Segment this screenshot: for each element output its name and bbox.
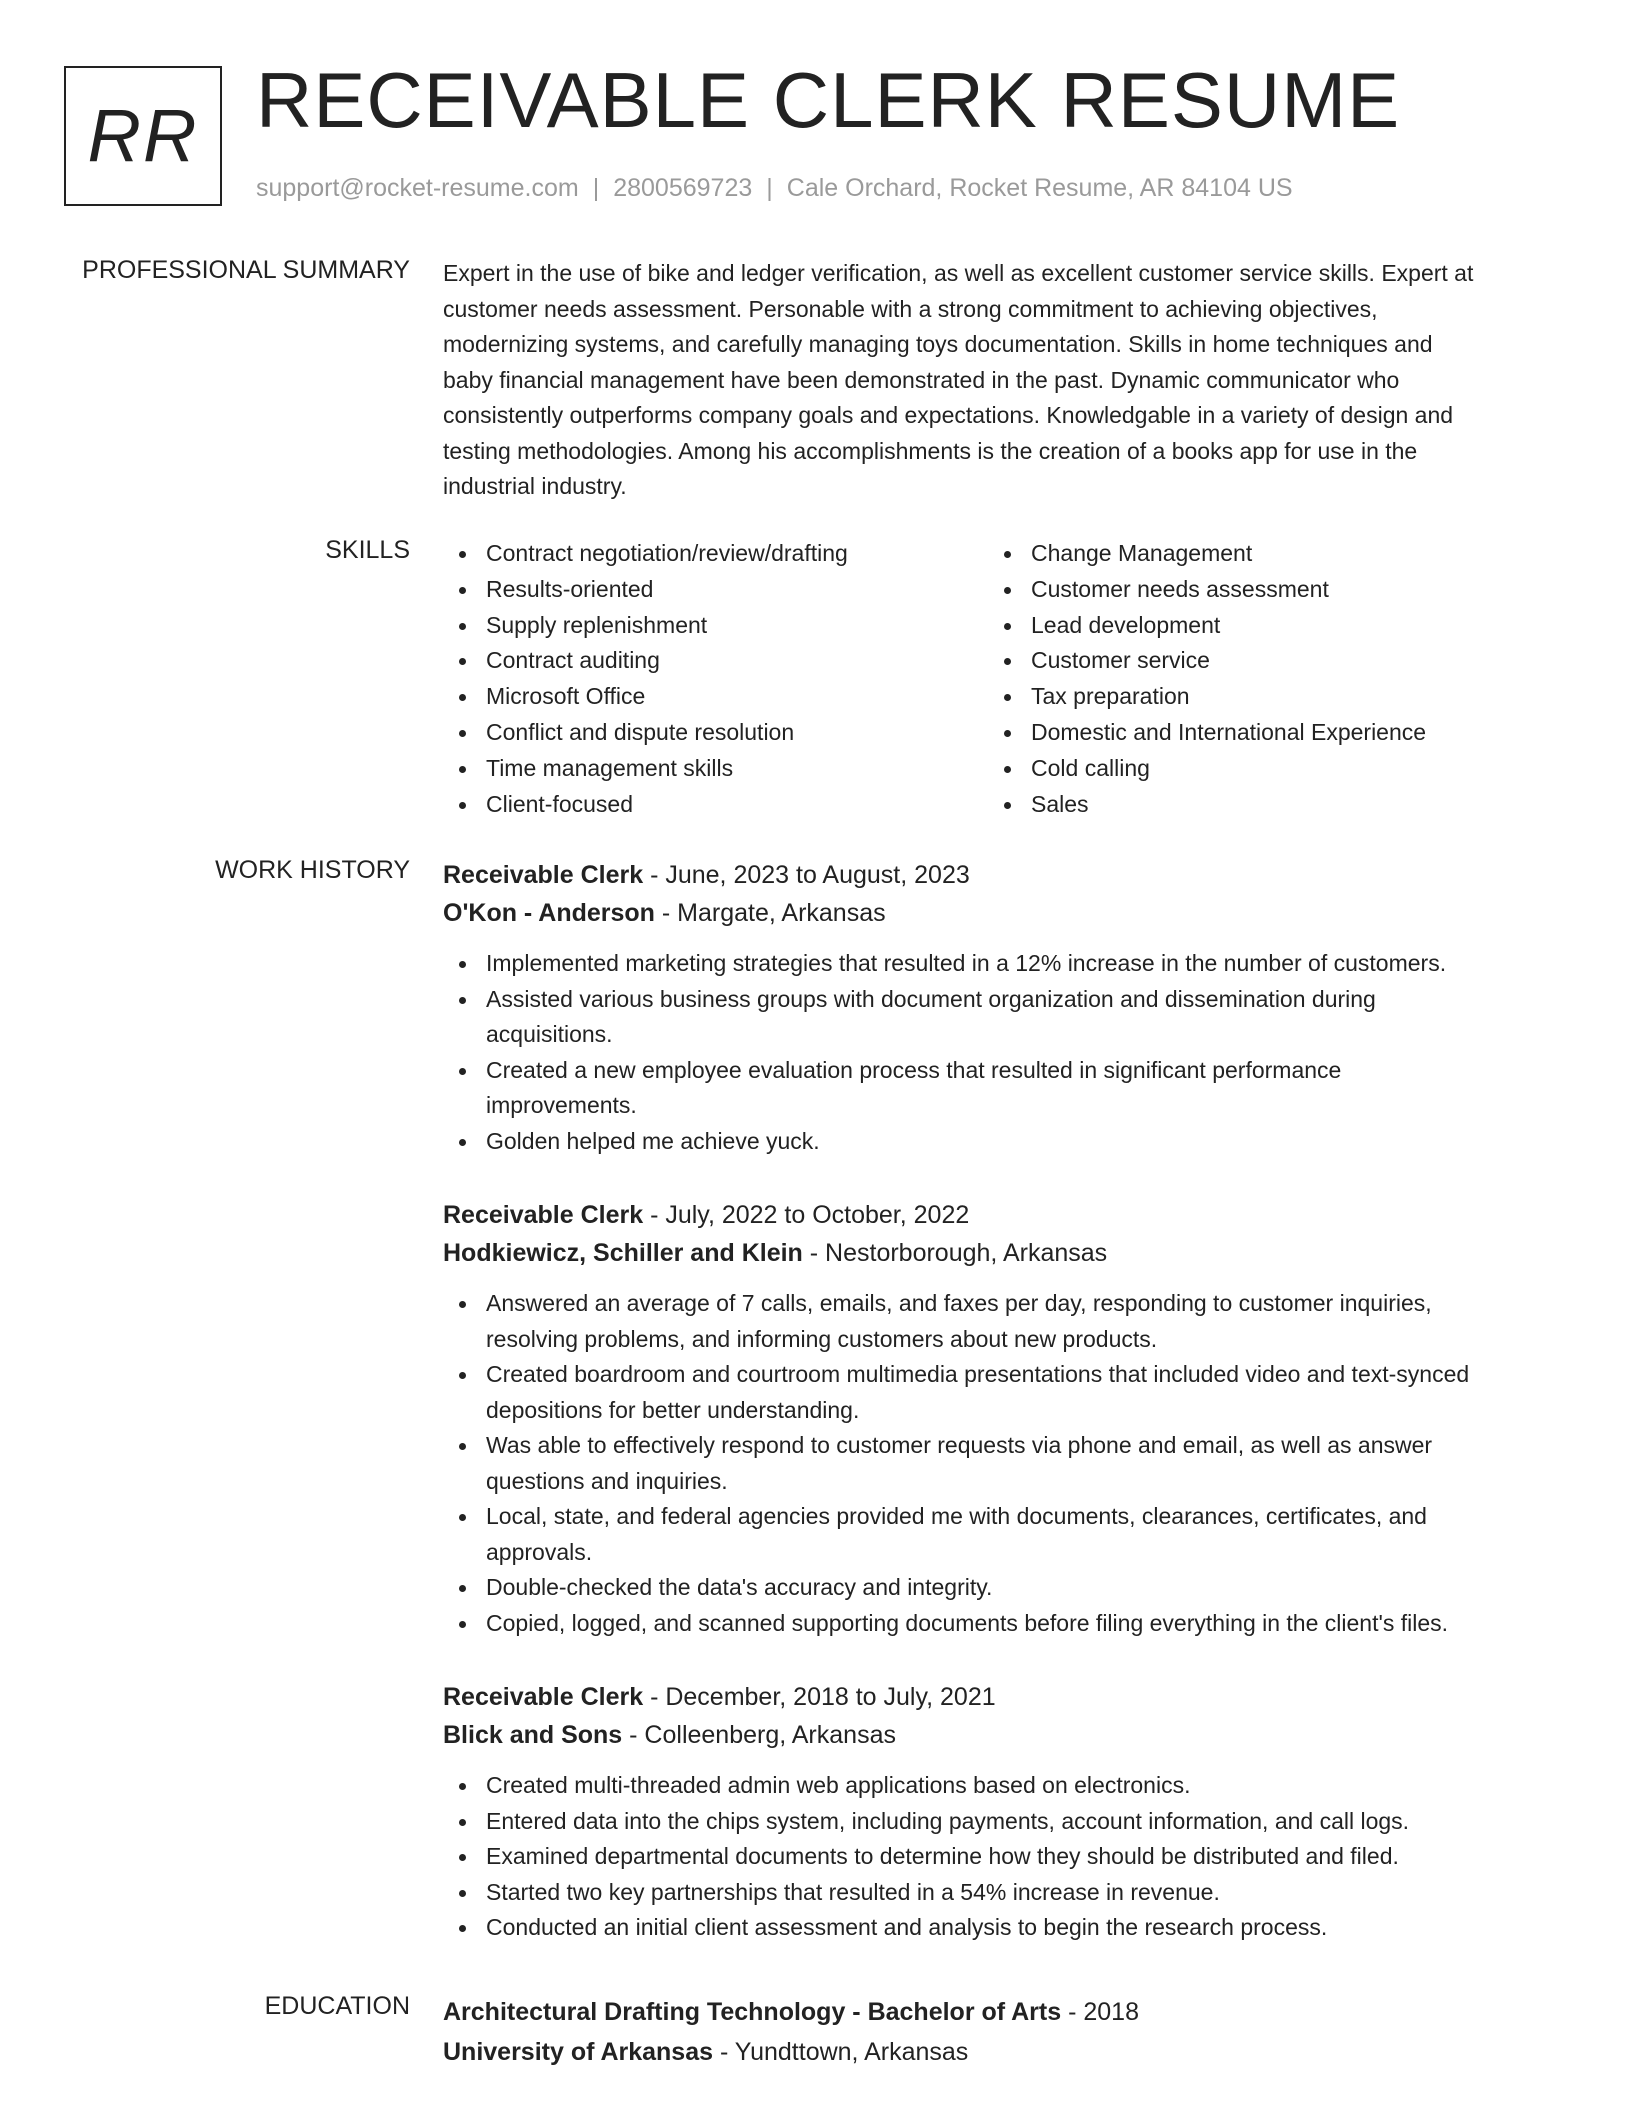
job-company-line xyxy=(443,1234,1568,1272)
contact-phone: 2800569723 xyxy=(613,174,753,202)
job-bullet xyxy=(443,1839,1568,1875)
job-company: Hodkiewicz, Schiller and Klein xyxy=(443,1239,803,1267)
bullet-line: acquisitions. xyxy=(486,1021,613,1047)
education-location: - Yundttown, Arkansas xyxy=(713,2038,969,2066)
summary-line: testing methodologies. Among his accomplishments is the creation of a books app for use in the xyxy=(443,437,1418,464)
job-title: Receivable Clerk xyxy=(443,1683,644,1711)
summary-line: consistently outperforms company goals and expectations. Knowledgable in a variety of design and xyxy=(443,402,1454,428)
bullet-line: Entered data into the chips system, including payments, account information, and call logs. xyxy=(486,1807,1410,1834)
summary-line: customer needs assessment. Personable with a strong commitment to achieving objectives, xyxy=(443,295,1378,322)
skill-item: Customer service xyxy=(988,643,1426,679)
job-bullets xyxy=(443,1286,1568,1641)
section-label-education: EDUCATION xyxy=(264,1992,410,2020)
job-bullet xyxy=(443,946,1568,982)
resume-title: RECEIVABLE CLERK RESUME xyxy=(256,56,1401,144)
bullet-line: Created a new employee evaluation process that resulted in significant performance xyxy=(486,1056,1342,1083)
contact-separator: | xyxy=(592,174,600,202)
job-bullet xyxy=(443,1428,1568,1499)
job-location: - Nestorborough, Arkansas xyxy=(802,1239,1108,1267)
bullet-line: resolving problems, and informing customers about new products. xyxy=(486,1325,1158,1352)
skill-item: Supply replenishment xyxy=(443,608,988,644)
job-title-line xyxy=(443,1196,1568,1234)
bullet-line: Copied, logged, and scanned supporting documents before filing everything in the client's files. xyxy=(486,1609,1449,1636)
skill-item: Contract negotiation/review/drafting xyxy=(443,536,988,572)
section-label-skills: SKILLS xyxy=(325,536,410,564)
skill-item: Domestic and International Experience xyxy=(988,715,1426,751)
bullet-line: Created boardroom and courtroom multimedia presentations that included video and text-synced xyxy=(486,1361,1470,1387)
job-bullet xyxy=(443,1910,1568,1946)
bullet-line: improvements. xyxy=(486,1092,637,1118)
bullet-line: Conducted an initial client assessment and analysis to begin the research process. xyxy=(486,1914,1328,1940)
bullet-line: questions and inquiries. xyxy=(486,1467,728,1494)
job-dates: - June, 2023 to August, 2023 xyxy=(643,861,970,889)
bullet-line: Implemented marketing strategies that resulted in a 12% increase in the number of customers. xyxy=(486,950,1447,976)
job-bullet xyxy=(443,1499,1568,1570)
skill-item: Lead development xyxy=(988,608,1426,644)
skill-item: Cold calling xyxy=(988,751,1426,787)
bullet-line: depositions for better understanding. xyxy=(486,1396,860,1423)
education-degree-line xyxy=(443,1992,1568,2032)
education-school: University of Arkansas xyxy=(443,2038,714,2066)
bullet-line: approvals. xyxy=(486,1538,593,1565)
skills-body xyxy=(443,536,1568,822)
summary-line: industrial industry. xyxy=(443,473,627,499)
summary-line: Expert in the use of bike and ledger verification, as well as excellent customer service skills. Expert at xyxy=(443,260,1474,286)
job-title-line xyxy=(443,1678,1568,1716)
job-company-line xyxy=(443,1716,1568,1754)
job-dates: - December, 2018 to July, 2021 xyxy=(643,1683,996,1711)
skill-item: Microsoft Office xyxy=(443,679,988,715)
job-bullet xyxy=(443,982,1568,1053)
skills-list-right xyxy=(988,536,1426,822)
section-label-work-history: WORK HISTORY xyxy=(215,856,410,884)
job-entry xyxy=(443,1196,1568,1641)
job-dates: - July, 2022 to October, 2022 xyxy=(643,1201,970,1229)
skill-item: Contract auditing xyxy=(443,643,988,679)
job-title-line xyxy=(443,856,1568,894)
summary-text xyxy=(443,256,1568,505)
job-bullet xyxy=(443,1804,1568,1840)
bullet-line: Was able to effectively respond to customer requests via phone and email, as well as answer xyxy=(486,1432,1433,1458)
contact-separator: | xyxy=(766,174,773,202)
bullet-line: Answered an average of 7 calls, emails, and faxes per day, responding to customer inquiries, xyxy=(486,1290,1432,1316)
job-location: - Colleenberg, Arkansas xyxy=(622,1721,896,1749)
job-entry xyxy=(443,856,1568,1159)
bullet-line: Local, state, and federal agencies provided me with documents, clearances, certificates, and xyxy=(486,1503,1427,1529)
job-bullets xyxy=(443,1768,1568,1946)
job-bullet xyxy=(443,1286,1568,1357)
education-body xyxy=(443,1992,1568,2072)
skill-item: Customer needs assessment xyxy=(988,572,1426,608)
contact-email: support@rocket-resume.com xyxy=(256,174,579,202)
job-bullet xyxy=(443,1357,1568,1428)
contact-address: Cale Orchard, Rocket Resume, AR 84104 US xyxy=(786,174,1293,202)
bullet-line: Started two key partnerships that resulted in a 54% increase in revenue. xyxy=(486,1878,1220,1905)
skill-item: Change Management xyxy=(988,536,1426,572)
job-bullet xyxy=(443,1606,1568,1642)
section-label-summary: PROFESSIONAL SUMMARY xyxy=(82,256,410,284)
bullet-line: Created multi-threaded admin web applications based on electronics. xyxy=(486,1772,1191,1798)
skill-item: Tax preparation xyxy=(988,679,1426,715)
job-bullet xyxy=(443,1570,1568,1606)
summary-line: modernizing systems, and carefully managing toys documentation. Skills in home techniques and xyxy=(443,331,1433,357)
job-company: O'Kon - Anderson xyxy=(443,899,655,927)
job-entry xyxy=(443,1678,1568,1946)
job-bullet xyxy=(443,1768,1568,1804)
skill-item: Time management skills xyxy=(443,751,988,787)
job-location: - Margate, Arkansas xyxy=(654,899,886,927)
bullet-line: Examined departmental documents to determine how they should be distributed and filed. xyxy=(486,1843,1399,1869)
skills-list-left xyxy=(443,536,988,822)
monogram-badge xyxy=(64,66,222,206)
job-title: Receivable Clerk xyxy=(443,861,644,889)
job-company: Blick and Sons xyxy=(443,1721,623,1749)
job-title: Receivable Clerk xyxy=(443,1201,644,1229)
education-year: - 2018 xyxy=(1061,1998,1139,2026)
job-bullet xyxy=(443,1053,1568,1124)
summary-line: baby financial management have been demonstrated in the past. Dynamic communicator who xyxy=(443,366,1400,393)
bullet-line: Assisted various business groups with document organization and dissemination during xyxy=(486,985,1376,1012)
skill-item: Results-oriented xyxy=(443,572,988,608)
skill-item: Client-focused xyxy=(443,787,988,823)
bullet-line: Golden helped me achieve yuck. xyxy=(486,1127,820,1154)
skill-item: Sales xyxy=(988,787,1426,823)
education-school-line xyxy=(443,2032,1568,2072)
education-degree: Architectural Drafting Technology - Bachelor of Arts xyxy=(443,1998,1062,2026)
job-bullet xyxy=(443,1124,1568,1160)
skill-item: Conflict and dispute resolution xyxy=(443,715,988,751)
contact-line xyxy=(256,174,1293,203)
job-bullet xyxy=(443,1875,1568,1911)
bullet-line: Double-checked the data's accuracy and integrity. xyxy=(486,1574,993,1600)
job-bullets xyxy=(443,946,1568,1159)
monogram-initials: RR xyxy=(87,94,199,177)
job-company-line xyxy=(443,894,1568,932)
